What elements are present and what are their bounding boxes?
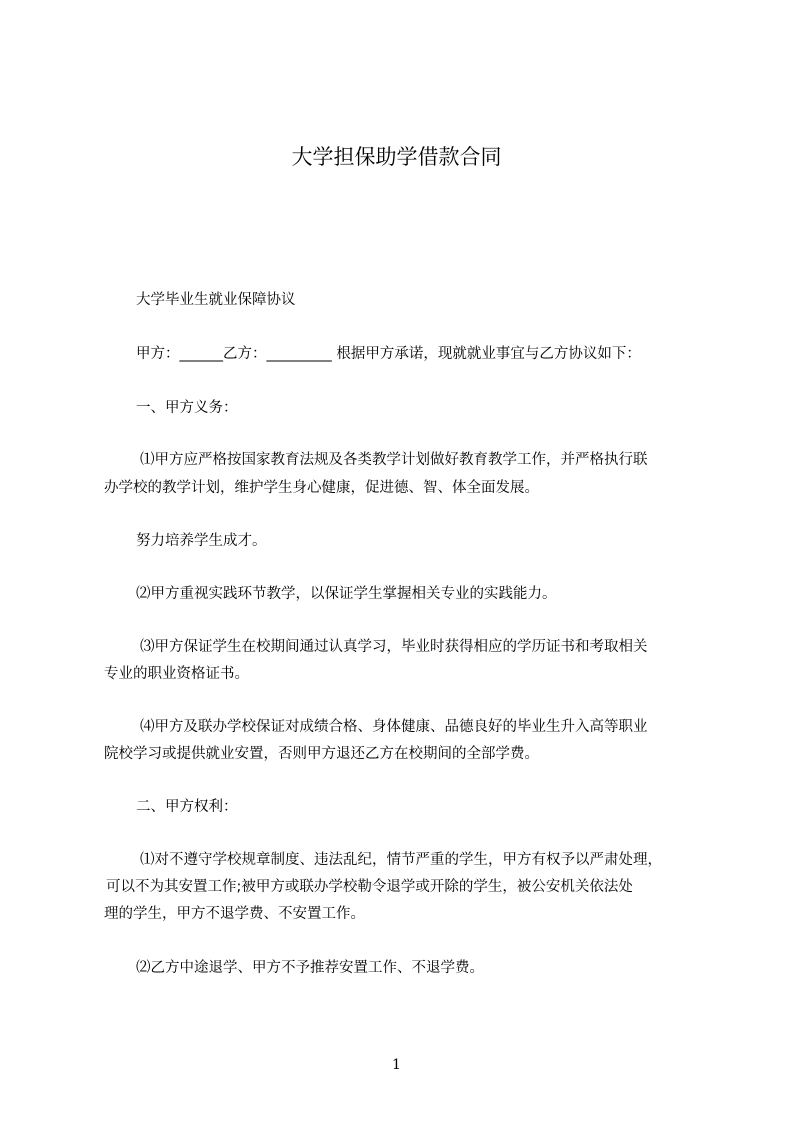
clause-text-line: ⑴对不遵守学校规章制度、违法乱纪，情节严重的学生，甲方有权予以严肃处理， [140,852,662,868]
page-number: 1 [392,1057,401,1073]
clause-heading-obligations: 一、甲方义务： [136,400,238,416]
clause-text-line: ⑴甲方应严格按国家教育法规及各类教学计划做好教育教学工作，并严格执行联 [140,452,648,468]
clause-text-line: 院校学习或提供就业安置，否则甲方退还乙方在校期间的全部学费。 [104,746,539,762]
clause-text-line: ⑷甲方及联办学校保证对成绩合格、身体健康、品德良好的毕业生升入高等职业 [140,719,648,735]
clause-text-line: 努力培养学生成才。 [136,533,267,549]
parties-line: 甲方：______乙方：_________ 根据甲方承诺，现就就业事宜与乙方协议如下： [136,346,641,362]
clause-text-line: 可以不为其安置工作;被甲方或联办学校勒令退学或开除的学生，被公安机关依法处 [106,879,633,895]
clause-text-line: ⑵乙方中途退学、甲方不予推荐安置工作、不退学费。 [136,960,484,976]
document-title: 大学担保助学借款合同 [291,145,502,169]
clause-text-line: 办学校的教学计划，维护学生身心健康，促进德、智、体全面发展。 [104,480,539,496]
clause-text-line: 专业的职业资格证书。 [104,666,249,682]
section-heading: 大学毕业生就业保障协议 [136,292,296,308]
clause-text-line: 理的学生，甲方不退学费、不安置工作。 [104,906,365,922]
clause-text-line: ⑵甲方重视实践环节教学，以保证学生掌握相关专业的实践能力。 [136,586,557,602]
clause-text-line: ⑶甲方保证学生在校期间通过认真学习，毕业时获得相应的学历证书和考取相关 [140,639,648,655]
clause-heading-rights: 二、甲方权利： [136,799,238,815]
